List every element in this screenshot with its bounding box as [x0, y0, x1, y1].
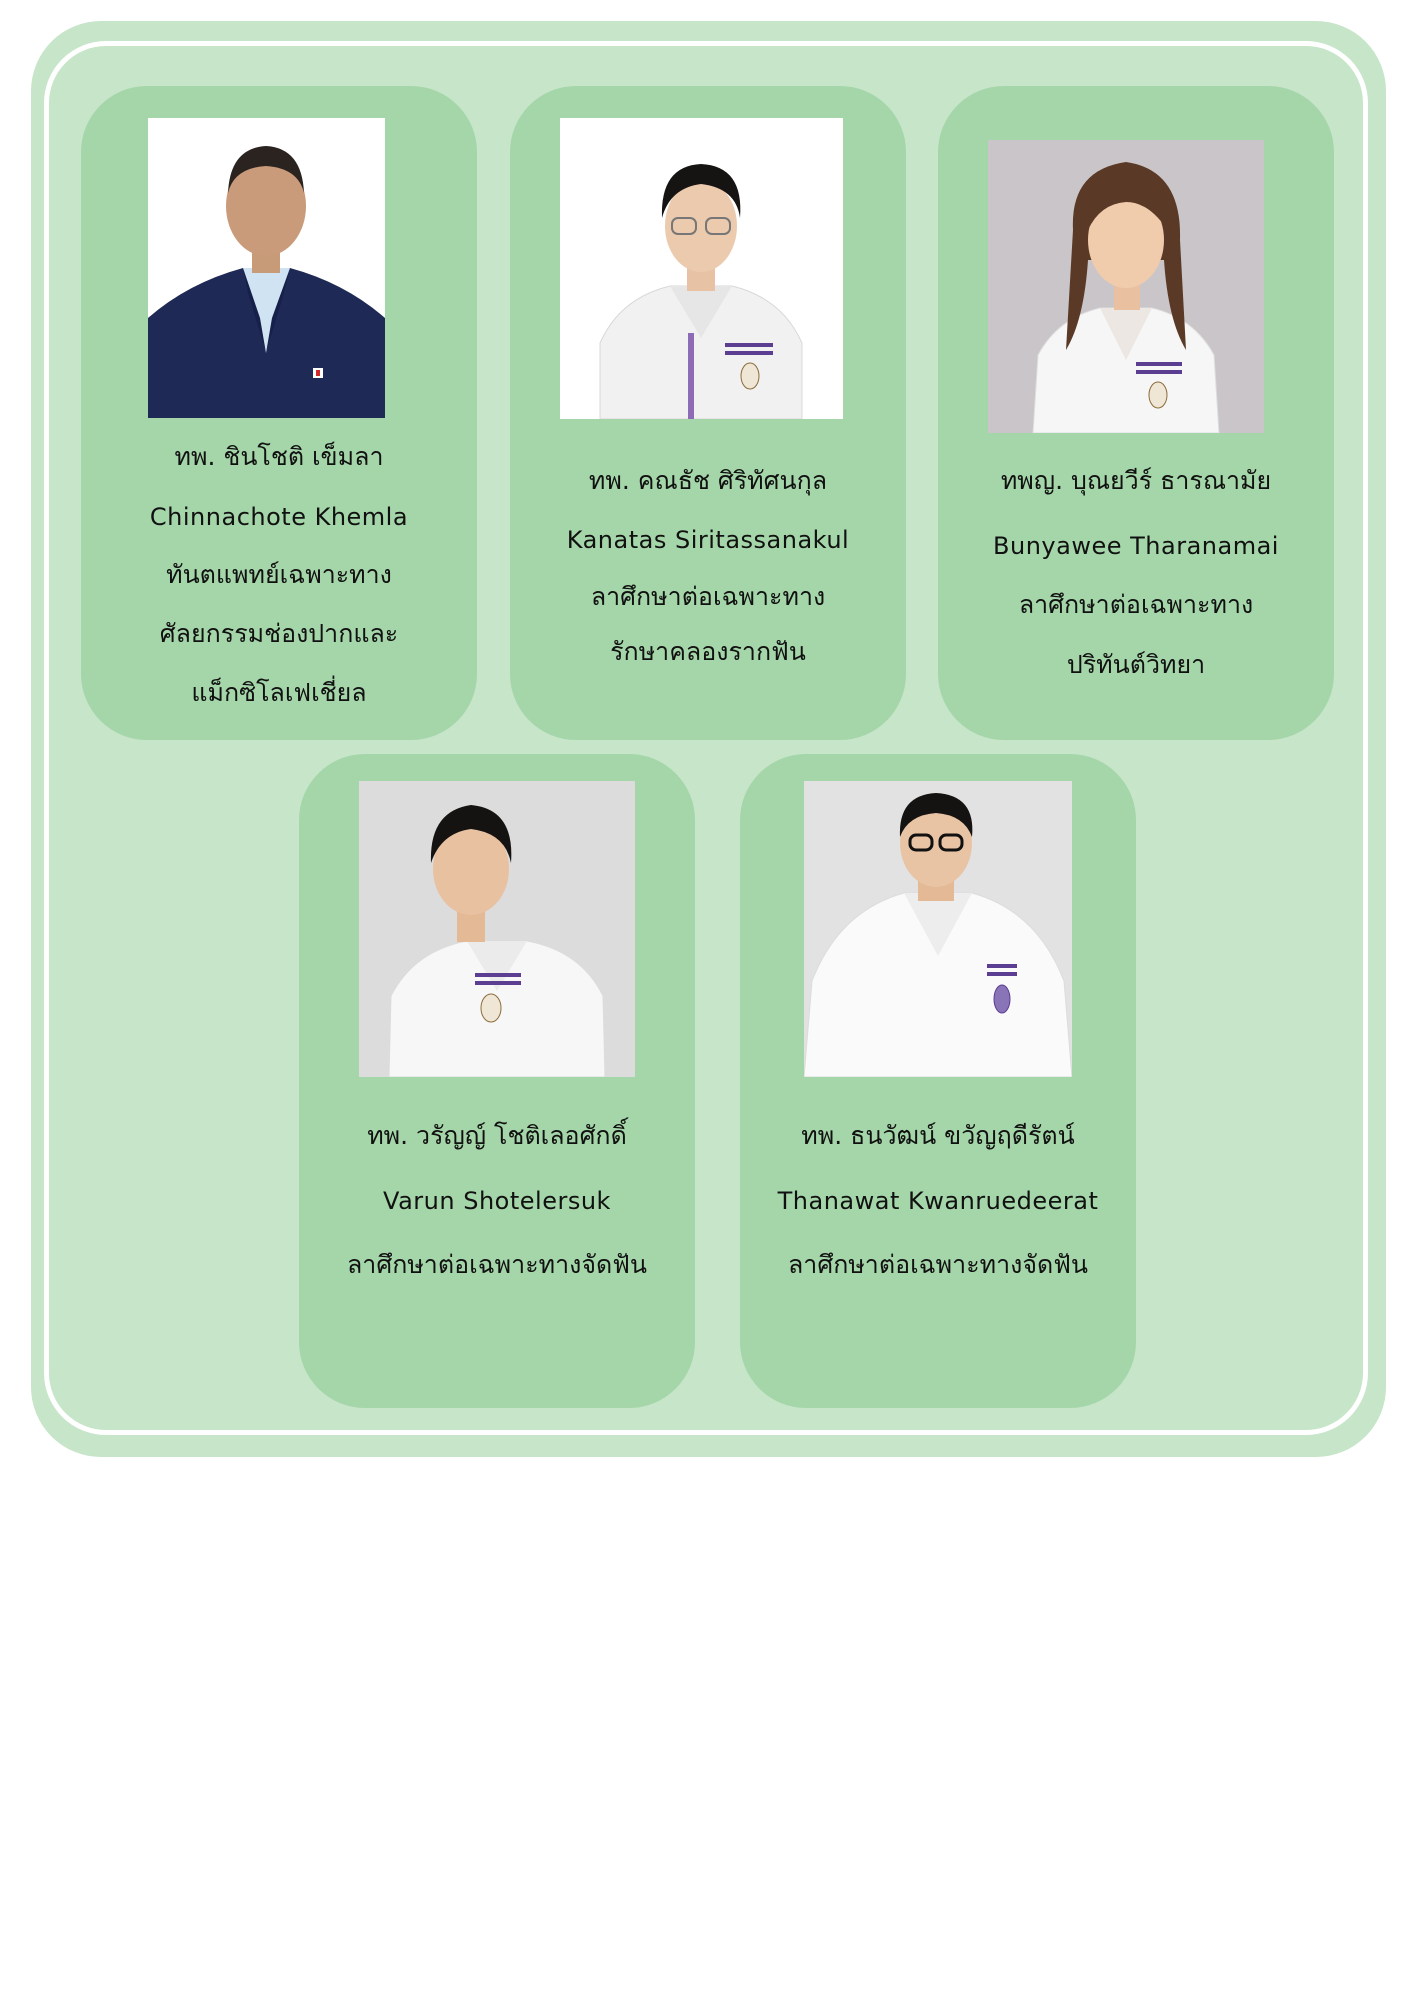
staff-name-th: ทพ. ชินโชติ เข็มลา: [174, 442, 384, 471]
staff-position-line: ลาศึกษาต่อเฉพาะทางจัดฟัน: [787, 1250, 1089, 1279]
staff-name-th: ทพ. วรัญญ์ โชติเลอศักดิ์: [367, 1121, 627, 1150]
staff-card: [81, 86, 477, 740]
staff-name-en: Kanatas Siritassanakul: [566, 526, 850, 554]
staff-position-line: แม็กซิโลเฟเชี่ยล: [191, 678, 367, 707]
staff-position-line: รักษาคลองรากฟัน: [610, 637, 806, 666]
staff-position-line: ลาศึกษาต่อเฉพาะทาง: [1018, 590, 1254, 619]
staff-position-line: ลาศึกษาต่อเฉพาะทาง: [590, 582, 826, 611]
staff-name-en: Thanawat Kwanruedeerat: [777, 1187, 1099, 1215]
staff-position-line: ทันตแพทย์เฉพาะทาง: [166, 560, 392, 589]
staff-name-th: ทพญ. บุณยวีร์ ธารณามัย: [1000, 466, 1272, 495]
staff-card: [740, 754, 1136, 1408]
staff-position-line: ปริทันต์วิทยา: [1066, 650, 1206, 679]
staff-photo: [988, 140, 1264, 433]
staff-photo: [560, 118, 843, 419]
staff-position-line: ศัลยกรรมช่องปากและ: [159, 619, 399, 648]
staff-name-en: Varun Shotelersuk: [383, 1187, 611, 1215]
staff-photo: [804, 781, 1072, 1077]
staff-card: [299, 754, 695, 1408]
staff-card: [510, 86, 906, 740]
staff-card: [938, 86, 1334, 740]
staff-name-th: ทพ. คณธัช ศิริทัศนกุล: [588, 466, 828, 495]
staff-name-th: ทพ. ธนวัฒน์ ขวัญฤดีรัตน์: [801, 1121, 1075, 1150]
staff-photo: [148, 118, 385, 418]
staff-photo: [359, 781, 635, 1077]
staff-name-en: Chinnachote Khemla: [149, 503, 409, 531]
staff-position-line: ลาศึกษาต่อเฉพาะทางจัดฟัน: [346, 1250, 648, 1279]
staff-name-en: Bunyawee Tharanamai: [993, 532, 1279, 560]
